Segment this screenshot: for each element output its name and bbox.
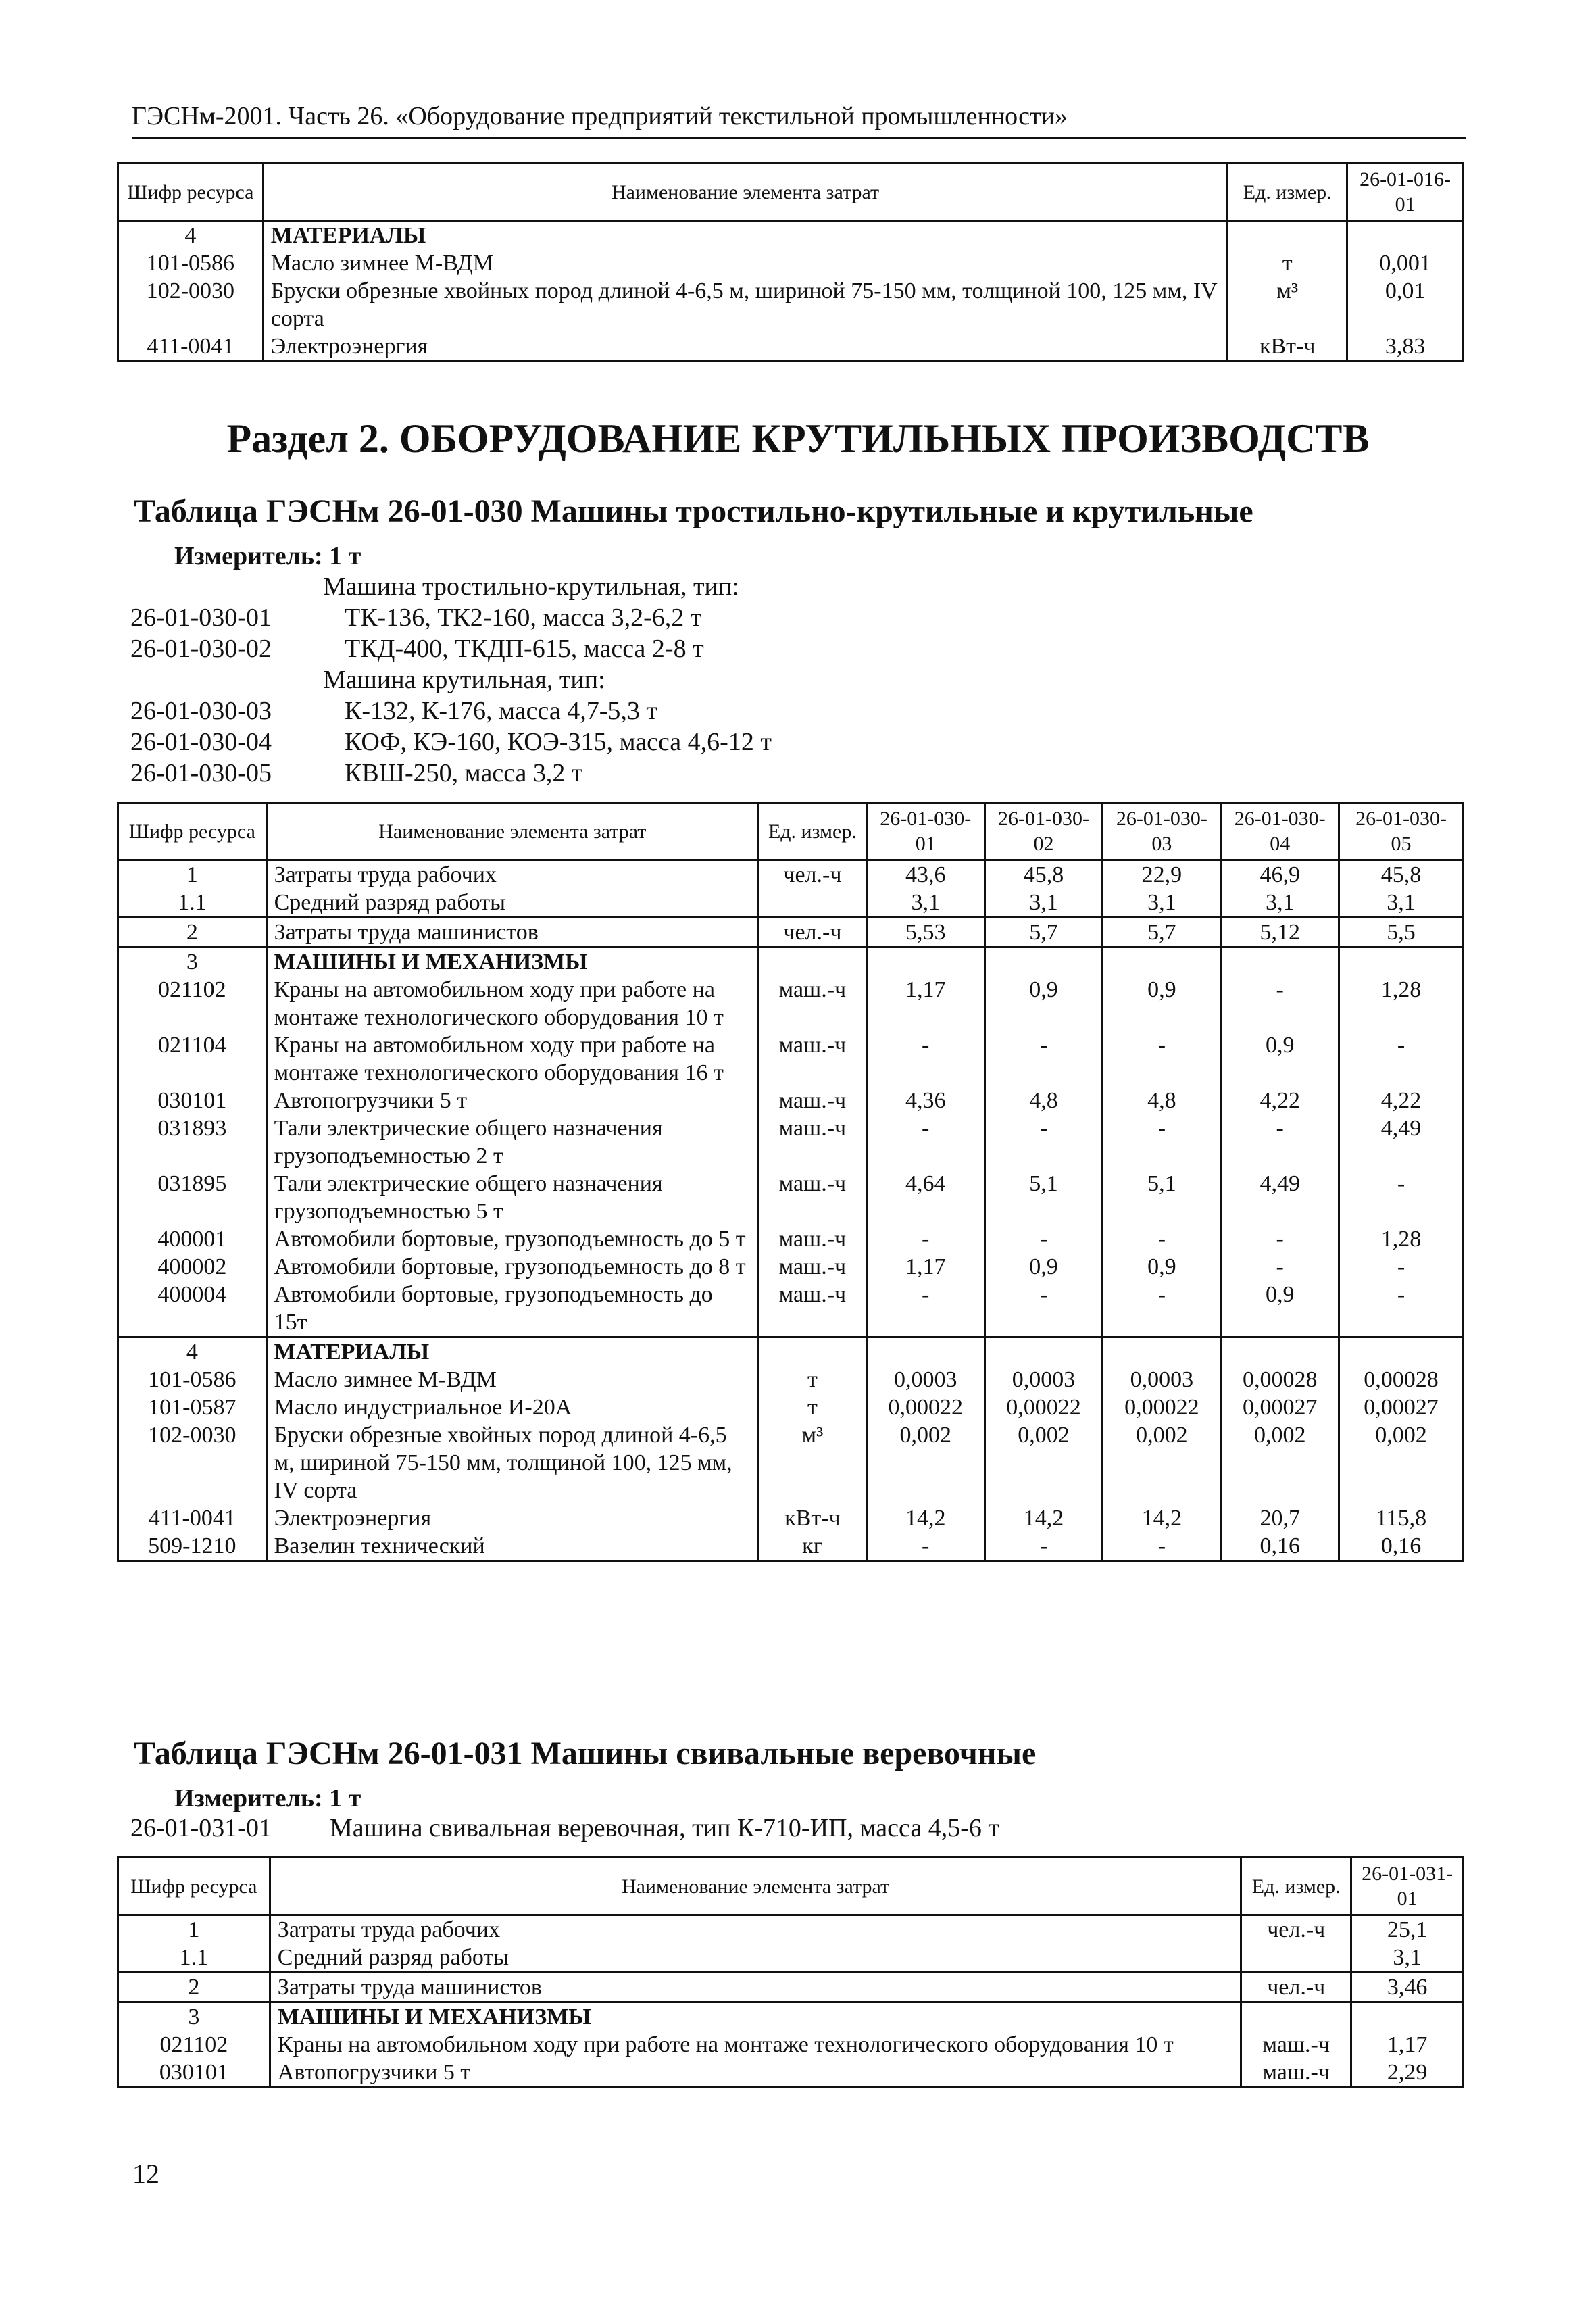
unit: чел.-ч bbox=[1241, 1973, 1351, 2002]
norm-value: 0,9 bbox=[984, 976, 1103, 1031]
table-title-26-01-031: Таблица ГЭСНм 26-01-031 Машины свивальные веревочные bbox=[134, 1736, 1037, 1771]
norm-value bbox=[1347, 221, 1464, 250]
norm-value: 0,00027 bbox=[1221, 1394, 1339, 1421]
cost-element-name: Бруски обрезные хвойных пород длиной 4-6,5 м, шириной 75-150 мм, толщиной 100, 125 мм, IV сорта bbox=[263, 277, 1228, 333]
cost-element-name: МАТЕРИАЛЫ bbox=[266, 1337, 758, 1367]
norm-value bbox=[1221, 947, 1339, 977]
resource-code: 2 bbox=[118, 1973, 270, 2002]
cost-element-name: Затраты труда рабочих bbox=[270, 1915, 1241, 1944]
table-row bbox=[118, 1394, 1464, 1421]
header-unit: Ед. измер. bbox=[1241, 1858, 1351, 1915]
norm-value: 5,53 bbox=[866, 918, 984, 947]
resource-code: 4 bbox=[118, 1337, 267, 1367]
cost-element-name: Масло зимнее М-ВДМ bbox=[266, 1366, 758, 1394]
norm-value: 0,01 bbox=[1347, 277, 1464, 333]
header-norm-code: 26-01-031-01 bbox=[1351, 1858, 1464, 1915]
cost-element-name: Краны на автомобильном ходу при работе на монтаже технологического оборудования 10 т bbox=[270, 2031, 1241, 2059]
norm-value: - bbox=[984, 1532, 1103, 1561]
unit: чел.-ч bbox=[759, 860, 867, 889]
norm-value: 0,16 bbox=[1339, 1532, 1464, 1561]
unit: кВт-ч bbox=[759, 1504, 867, 1532]
norm-value: - bbox=[1221, 1114, 1339, 1170]
header-unit: Ед. измер. bbox=[1228, 164, 1347, 221]
norm-value: - bbox=[1103, 1031, 1221, 1087]
norm-value: 0,002 bbox=[1339, 1421, 1464, 1504]
header-cost-element: Наименование элемента затрат bbox=[263, 164, 1228, 221]
unit: чел.-ч bbox=[759, 918, 867, 947]
unit: маш.-ч bbox=[759, 1087, 867, 1114]
norm-value: 4,36 bbox=[866, 1087, 984, 1114]
norm-value: 0,00028 bbox=[1221, 1366, 1339, 1394]
resource-table-26-01-030 bbox=[117, 802, 1464, 1562]
table-row bbox=[118, 2059, 1464, 2088]
resource-code: 400001 bbox=[118, 1225, 267, 1253]
norm-value: - bbox=[1339, 1281, 1464, 1337]
norm-value: 5,12 bbox=[1221, 918, 1339, 947]
unit bbox=[1241, 1944, 1351, 1973]
norm-value: 5,7 bbox=[1103, 918, 1221, 947]
table-row bbox=[118, 918, 1464, 947]
norm-value: 4,49 bbox=[1339, 1114, 1464, 1170]
cost-element-name: МАТЕРИАЛЫ bbox=[263, 221, 1228, 250]
table-row bbox=[118, 2031, 1464, 2059]
norm-value bbox=[1339, 1337, 1464, 1367]
cost-element-name: Автомобили бортовые, грузоподъемность до 15т bbox=[266, 1281, 758, 1337]
norm-value bbox=[1351, 2002, 1464, 2032]
norm-value: 46,9 bbox=[1221, 860, 1339, 889]
norm-value: 0,9 bbox=[1221, 1281, 1339, 1337]
variant-description: Машина крутильная, тип: bbox=[323, 666, 605, 694]
norm-value: 0,00022 bbox=[1103, 1394, 1221, 1421]
cost-element-name: Автопогрузчики 5 т bbox=[266, 1087, 758, 1114]
table-row bbox=[118, 1170, 1464, 1225]
cost-element-name: Тали электрические общего назначения грузоподъемностью 5 т bbox=[266, 1170, 758, 1225]
resource-code: 3 bbox=[118, 947, 267, 977]
table-body bbox=[118, 221, 1464, 362]
norm-value: 0,0003 bbox=[1103, 1366, 1221, 1394]
norm-value: - bbox=[1339, 1170, 1464, 1225]
resource-code: 411-0041 bbox=[118, 1504, 267, 1532]
header-unit: Ед. измер. bbox=[759, 803, 867, 860]
norm-value: 0,0003 bbox=[866, 1366, 984, 1394]
variant-description: КВШ-250, масса 3,2 т bbox=[345, 759, 583, 787]
table-row bbox=[118, 333, 1464, 362]
norm-value: 115,8 bbox=[1339, 1504, 1464, 1532]
norm-value: - bbox=[866, 1225, 984, 1253]
table-row bbox=[118, 1253, 1464, 1281]
norm-value: - bbox=[1103, 1225, 1221, 1253]
resource-code: 1 bbox=[118, 860, 267, 889]
norm-value: 5,1 bbox=[1103, 1170, 1221, 1225]
cost-element-name: Средний разряд работы bbox=[270, 1944, 1241, 1973]
norm-value: 0,002 bbox=[866, 1421, 984, 1504]
running-header: ГЭСНм-2001. Часть 26. «Оборудование предприятий текстильной промышленности» bbox=[132, 100, 1466, 139]
norm-value: - bbox=[866, 1114, 984, 1170]
norm-value: 0,001 bbox=[1347, 249, 1464, 277]
norm-value: 3,1 bbox=[1351, 1944, 1464, 1973]
norm-value: - bbox=[1221, 1253, 1339, 1281]
cost-element-name: Автомобили бортовые, грузоподъемность до 8 т bbox=[266, 1253, 758, 1281]
unit: м³ bbox=[1228, 277, 1347, 333]
cost-element-name: Затраты труда машинистов bbox=[266, 918, 758, 947]
cost-element-name: Затраты труда рабочих bbox=[266, 860, 758, 889]
table-title-26-01-030: Таблица ГЭСНм 26-01-030 Машины тростильно-крутильные и крутильные bbox=[134, 493, 1253, 529]
header-norm-code: 26-01-016-01 bbox=[1347, 164, 1464, 221]
variant-code: 26-01-030-02 bbox=[130, 635, 272, 663]
norm-value: 0,00022 bbox=[866, 1394, 984, 1421]
cost-element-name: Тали электрические общего назначения грузоподъемностью 2 т bbox=[266, 1114, 758, 1170]
header-resource-code: Шифр ресурса bbox=[118, 803, 267, 860]
variant-code: 26-01-031-01 bbox=[130, 1814, 272, 1842]
norm-value: 1,28 bbox=[1339, 976, 1464, 1031]
norm-value: 14,2 bbox=[1103, 1504, 1221, 1532]
table-row bbox=[118, 1366, 1464, 1394]
cost-element-name: МАШИНЫ И МЕХАНИЗМЫ bbox=[266, 947, 758, 977]
norm-value: 3,1 bbox=[1339, 889, 1464, 918]
header-resource-code: Шифр ресурса bbox=[118, 1858, 270, 1915]
norm-value: 20,7 bbox=[1221, 1504, 1339, 1532]
cost-element-name: Автомобили бортовые, грузоподъемность до 5 т bbox=[266, 1225, 758, 1253]
unit bbox=[759, 947, 867, 977]
norm-value: 0,002 bbox=[1103, 1421, 1221, 1504]
unit: маш.-ч bbox=[759, 1170, 867, 1225]
table-row bbox=[118, 1973, 1464, 2002]
unit bbox=[759, 1337, 867, 1367]
unit bbox=[759, 889, 867, 918]
norm-value: 5,7 bbox=[984, 918, 1103, 947]
norm-value: 3,1 bbox=[984, 889, 1103, 918]
variant-code: 26-01-030-03 bbox=[130, 697, 272, 725]
cost-element-name: Автопогрузчики 5 т bbox=[270, 2059, 1241, 2088]
unit: т bbox=[759, 1394, 867, 1421]
resource-code: 102-0030 bbox=[118, 277, 264, 333]
norm-value: 0,9 bbox=[1221, 1031, 1339, 1087]
cost-element-name: МАШИНЫ И МЕХАНИЗМЫ bbox=[270, 2002, 1241, 2032]
norm-value: 0,16 bbox=[1221, 1532, 1339, 1561]
norm-value: 5,5 bbox=[1339, 918, 1464, 947]
variant-description: КОФ, КЭ-160, КОЭ-315, масса 4,6-12 т bbox=[345, 728, 772, 756]
cost-element-name: Вазелин технический bbox=[266, 1532, 758, 1561]
norm-value: 0,9 bbox=[1103, 976, 1221, 1031]
table-row bbox=[118, 860, 1464, 889]
variant-list-26-01-031 bbox=[130, 1813, 1212, 1847]
header-norm-code: 26-01-030-05 bbox=[1339, 803, 1464, 860]
norm-value: 22,9 bbox=[1103, 860, 1221, 889]
measure-unit-26-01-030: Измеритель: 1 т bbox=[174, 542, 361, 570]
resource-table-26-01-016 bbox=[117, 162, 1464, 362]
unit: кВт-ч bbox=[1228, 333, 1347, 362]
variant-description: Машина свивальная веревочная, тип К-710-ИП, масса 4,5-6 т bbox=[330, 1814, 999, 1842]
cost-element-name: Масло зимнее М-ВДМ bbox=[263, 249, 1228, 277]
norm-value: 4,8 bbox=[1103, 1087, 1221, 1114]
norm-value: 1,17 bbox=[866, 976, 984, 1031]
resource-code: 021102 bbox=[118, 976, 267, 1031]
table-row bbox=[118, 1504, 1464, 1532]
header-cost-element: Наименование элемента затрат bbox=[270, 1858, 1241, 1915]
norm-value bbox=[1221, 1337, 1339, 1367]
norm-value: 4,49 bbox=[1221, 1170, 1339, 1225]
variant-description: ТКД-400, ТКДП-615, масса 2-8 т bbox=[345, 635, 704, 663]
norm-value: - bbox=[1103, 1532, 1221, 1561]
norm-value: 14,2 bbox=[866, 1504, 984, 1532]
cost-element-name: Краны на автомобильном ходу при работе на монтаже технологического оборудования 10 т bbox=[266, 976, 758, 1031]
table-row bbox=[118, 2002, 1464, 2032]
norm-value: 1,28 bbox=[1339, 1225, 1464, 1253]
norm-value bbox=[1103, 947, 1221, 977]
resource-code: 031893 bbox=[118, 1114, 267, 1170]
resource-code: 030101 bbox=[118, 2059, 270, 2088]
norm-value: 0,002 bbox=[984, 1421, 1103, 1504]
norm-value: 4,8 bbox=[984, 1087, 1103, 1114]
unit: т bbox=[759, 1366, 867, 1394]
norm-value: - bbox=[866, 1281, 984, 1337]
norm-value: - bbox=[866, 1532, 984, 1561]
norm-value: 3,1 bbox=[866, 889, 984, 918]
variant-list-26-01-030 bbox=[130, 572, 1076, 789]
resource-code: 1.1 bbox=[118, 889, 267, 918]
header-cost-element: Наименование элемента затрат bbox=[266, 803, 758, 860]
variant-code: 26-01-030-04 bbox=[130, 728, 272, 756]
norm-value: 0,00028 bbox=[1339, 1366, 1464, 1394]
table-row bbox=[118, 1087, 1464, 1114]
resource-table-26-01-031 bbox=[117, 1856, 1464, 2088]
header-norm-code: 26-01-030-03 bbox=[1103, 803, 1221, 860]
cost-element-name: Затраты труда машинистов bbox=[270, 1973, 1241, 2002]
norm-value: 1,17 bbox=[866, 1253, 984, 1281]
cost-element-name: Электроэнергия bbox=[263, 333, 1228, 362]
table-row bbox=[118, 1114, 1464, 1170]
table-row bbox=[118, 1421, 1464, 1504]
resource-code: 030101 bbox=[118, 1087, 267, 1114]
norm-value: - bbox=[1339, 1031, 1464, 1087]
unit: маш.-ч bbox=[759, 1225, 867, 1253]
unit bbox=[1228, 221, 1347, 250]
norm-value: - bbox=[984, 1031, 1103, 1087]
norm-value: - bbox=[1221, 976, 1339, 1031]
norm-value: 0,9 bbox=[1103, 1253, 1221, 1281]
table-row bbox=[118, 1281, 1464, 1337]
resource-code: 411-0041 bbox=[118, 333, 264, 362]
norm-value: 0,00022 bbox=[984, 1394, 1103, 1421]
table-row bbox=[118, 947, 1464, 977]
norm-value: 3,46 bbox=[1351, 1973, 1464, 2002]
cost-element-name: Бруски обрезные хвойных пород длиной 4-6,5 м, шириной 75-150 мм, толщиной 100, 125 мм, IV сорта bbox=[266, 1421, 758, 1504]
variant-code: 26-01-030-01 bbox=[130, 604, 272, 632]
resource-code: 400002 bbox=[118, 1253, 267, 1281]
norm-value: - bbox=[984, 1225, 1103, 1253]
resource-code: 400004 bbox=[118, 1281, 267, 1337]
norm-value: - bbox=[984, 1114, 1103, 1170]
norm-value: 2,29 bbox=[1351, 2059, 1464, 2088]
unit: чел.-ч bbox=[1241, 1915, 1351, 1944]
resource-code: 509-1210 bbox=[118, 1532, 267, 1561]
resource-code: 021104 bbox=[118, 1031, 267, 1087]
measure-unit-26-01-031: Измеритель: 1 т bbox=[174, 1784, 361, 1813]
unit: маш.-ч bbox=[1241, 2059, 1351, 2088]
norm-value: 3,1 bbox=[1221, 889, 1339, 918]
variant-description: ТК-136, ТК2-160, масса 3,2-6,2 т bbox=[345, 604, 702, 632]
norm-value: 25,1 bbox=[1351, 1915, 1464, 1944]
header-resource-code: Шифр ресурса bbox=[118, 164, 264, 221]
header-norm-code: 26-01-030-02 bbox=[984, 803, 1103, 860]
unit: кг bbox=[759, 1532, 867, 1561]
norm-value: 43,6 bbox=[866, 860, 984, 889]
norm-value: - bbox=[1221, 1225, 1339, 1253]
norm-value: 0,002 bbox=[1221, 1421, 1339, 1504]
table-row bbox=[118, 1532, 1464, 1561]
resource-code: 1.1 bbox=[118, 1944, 270, 1973]
table-body bbox=[118, 860, 1464, 1561]
norm-value: 45,8 bbox=[1339, 860, 1464, 889]
unit: маш.-ч bbox=[759, 1031, 867, 1087]
unit: м³ bbox=[759, 1421, 867, 1504]
resource-code: 101-0586 bbox=[118, 249, 264, 277]
norm-value bbox=[866, 947, 984, 977]
table-row bbox=[118, 976, 1464, 1031]
header-norm-code: 26-01-030-04 bbox=[1221, 803, 1339, 860]
norm-value: 4,22 bbox=[1221, 1087, 1339, 1114]
variant-description: К-132, К-176, масса 4,7-5,3 т bbox=[345, 697, 657, 725]
page-number: 12 bbox=[132, 2159, 159, 2189]
table-row bbox=[118, 249, 1464, 277]
norm-value: 0,00027 bbox=[1339, 1394, 1464, 1421]
section-title: Раздел 2. ОБОРУДОВАНИЕ КРУТИЛЬНЫХ ПРОИЗВОДСТВ bbox=[226, 416, 1370, 461]
norm-value: 4,22 bbox=[1339, 1087, 1464, 1114]
norm-value bbox=[866, 1337, 984, 1367]
table-body bbox=[118, 1915, 1464, 2088]
resource-code: 3 bbox=[118, 2002, 270, 2032]
norm-value: - bbox=[984, 1281, 1103, 1337]
cost-element-name: Краны на автомобильном ходу при работе на монтаже технологического оборудования 16 т bbox=[266, 1031, 758, 1087]
resource-code: 031895 bbox=[118, 1170, 267, 1225]
norm-value: - bbox=[866, 1031, 984, 1087]
resource-code: 101-0586 bbox=[118, 1366, 267, 1394]
cost-element-name: Электроэнергия bbox=[266, 1504, 758, 1532]
unit bbox=[1241, 2002, 1351, 2032]
unit: т bbox=[1228, 249, 1347, 277]
norm-value: 0,0003 bbox=[984, 1366, 1103, 1394]
resource-code: 2 bbox=[118, 918, 267, 947]
norm-value: 45,8 bbox=[984, 860, 1103, 889]
norm-value: - bbox=[1103, 1114, 1221, 1170]
resource-code: 4 bbox=[118, 221, 264, 250]
norm-value: 14,2 bbox=[984, 1504, 1103, 1532]
norm-value: 3,1 bbox=[1103, 889, 1221, 918]
table-row bbox=[118, 1944, 1464, 1973]
variant-code: 26-01-030-05 bbox=[130, 759, 272, 787]
table-row bbox=[118, 1915, 1464, 1944]
norm-value bbox=[984, 1337, 1103, 1367]
unit: маш.-ч bbox=[759, 1281, 867, 1337]
norm-value: - bbox=[1103, 1281, 1221, 1337]
norm-value: 4,64 bbox=[866, 1170, 984, 1225]
norm-value: - bbox=[1339, 1253, 1464, 1281]
table-row bbox=[118, 1031, 1464, 1087]
table-row bbox=[118, 1337, 1464, 1367]
resource-code: 102-0030 bbox=[118, 1421, 267, 1504]
variant-description: Машина тростильно-крутильная, тип: bbox=[323, 572, 739, 601]
cost-element-name: Масло индустриальное И-20А bbox=[266, 1394, 758, 1421]
table-row bbox=[118, 1225, 1464, 1253]
table-row bbox=[118, 277, 1464, 333]
resource-code: 101-0587 bbox=[118, 1394, 267, 1421]
norm-value: 1,17 bbox=[1351, 2031, 1464, 2059]
norm-value: 5,1 bbox=[984, 1170, 1103, 1225]
resource-code: 1 bbox=[118, 1915, 270, 1944]
unit: маш.-ч bbox=[759, 1253, 867, 1281]
norm-value bbox=[1103, 1337, 1221, 1367]
table-row bbox=[118, 221, 1464, 250]
table-row bbox=[118, 889, 1464, 918]
unit: маш.-ч bbox=[759, 1114, 867, 1170]
resource-code: 021102 bbox=[118, 2031, 270, 2059]
norm-value: 0,9 bbox=[984, 1253, 1103, 1281]
unit: маш.-ч bbox=[1241, 2031, 1351, 2059]
norm-value: 3,83 bbox=[1347, 333, 1464, 362]
header-norm-code: 26-01-030-01 bbox=[866, 803, 984, 860]
unit: маш.-ч bbox=[759, 976, 867, 1031]
norm-value bbox=[984, 947, 1103, 977]
cost-element-name: Средний разряд работы bbox=[266, 889, 758, 918]
norm-value bbox=[1339, 947, 1464, 977]
